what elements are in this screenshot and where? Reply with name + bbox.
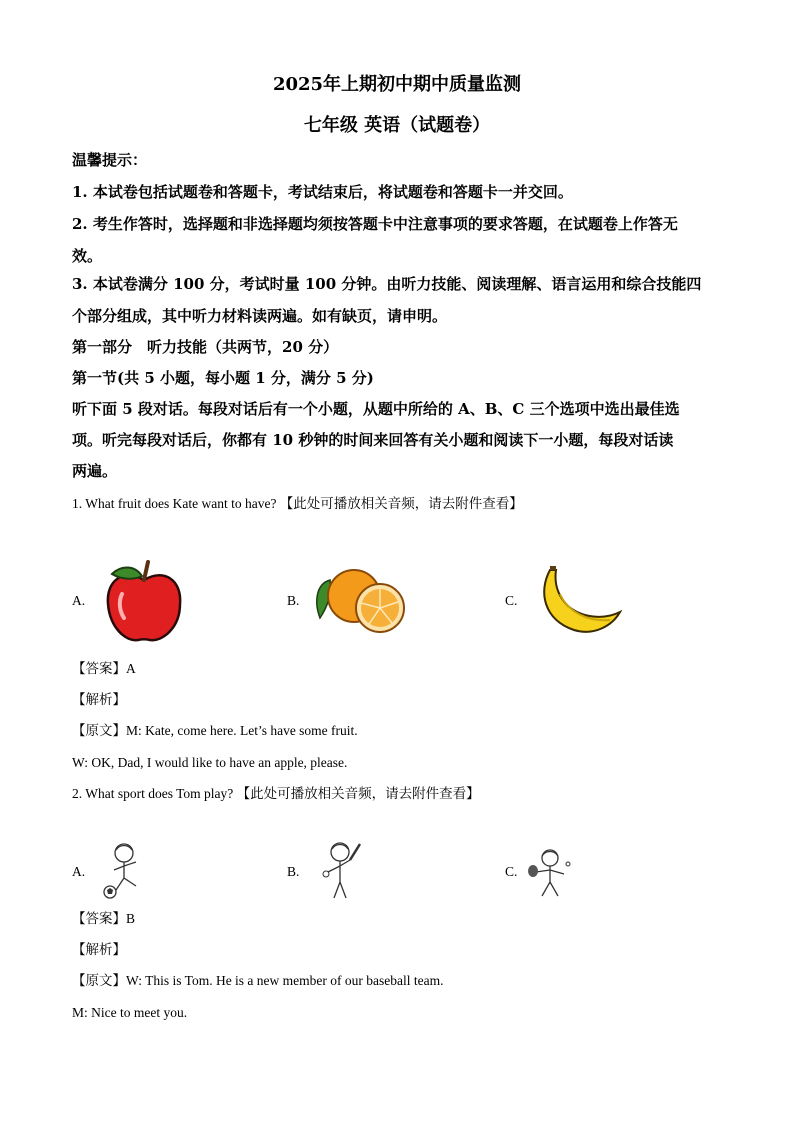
q2-option-a-label: A. [72,864,86,879]
notice-item-1: 1. 本试卷包括试题卷和答题卡，考试结束后，将试题卷和答题卡一并交回。 [72,183,573,201]
orange-icon [314,566,410,634]
page-subtitle: 七年级 英语（试题卷） [303,115,491,136]
instructions-line-1: 听下面 5 段对话。每段对话后有一个小题，从题中所给的 A、B、C 三个选项中选出最佳选 [72,400,680,418]
pingpong-boy-icon [524,846,576,900]
section1-heading: 第一节(共 5 小题，每小题 1 分，满分 5 分) [72,369,374,387]
q1-transcript-line-1: 【原文】M: Kate, come here. Let’s have some fruit. [72,723,358,738]
q2-option-c-label: C. [505,864,518,879]
notice-item-3-line-2: 个部分组成，其中听力材料读两遍。如有缺页，请申明。 [72,307,448,325]
q1-analysis: 【解析】 [72,692,126,707]
q1-option-b-label: B. [287,593,300,608]
q1-answer: 【答案】A [72,661,136,676]
q1-option-a-label: A. [72,593,86,608]
part1-heading: 第一部分 听力技能（共两节，20 分） [72,338,339,356]
baseball-boy-icon [316,838,366,904]
q2-analysis: 【解析】 [72,942,126,957]
notice-heading: 温馨提示： [72,151,148,169]
banana-icon [530,564,622,638]
page-title: 2025年上期初中期中质量监测 [272,74,522,95]
apple-icon [104,558,184,644]
q1-transcript-line-2: W: OK, Dad, I would like to have an apple, please. [72,755,348,770]
instructions-line-2: 项。听完每段对话后，你都有 10 秒钟的时间来回答有关小题和阅读下一小题，每段对话读 [72,431,674,449]
notice-item-2-line-2: 效。 [72,247,103,265]
q2-answer: 【答案】B [72,911,136,926]
instructions-line-3: 两遍。 [72,462,118,480]
q2-transcript-line-2: M: Nice to meet you. [72,1005,188,1020]
q1-option-c-label: C. [505,593,518,608]
soccer-boy-icon [96,840,150,900]
question-1: 1. What fruit does Kate want to have? 【此处可播放相关音频，请去附件查看】 [72,496,523,511]
question-2: 2. What sport does Tom play? 【此处可播放相关音频，请去附件查看】 [72,786,480,801]
q2-option-b-label: B. [287,864,300,879]
notice-item-3-line-1: 3. 本试卷满分 100 分，考试时量 100 分钟。由听力技能、阅读理解、语言运用和综合技能四 [72,275,702,293]
notice-item-2-line-1: 2. 考生作答时，选择题和非选择题均须按答题卡中注意事项的要求答题，在试题卷上作答无 [72,215,678,233]
q2-transcript-line-1: 【原文】W: This is Tom. He is a new member of our baseball team. [72,973,444,988]
